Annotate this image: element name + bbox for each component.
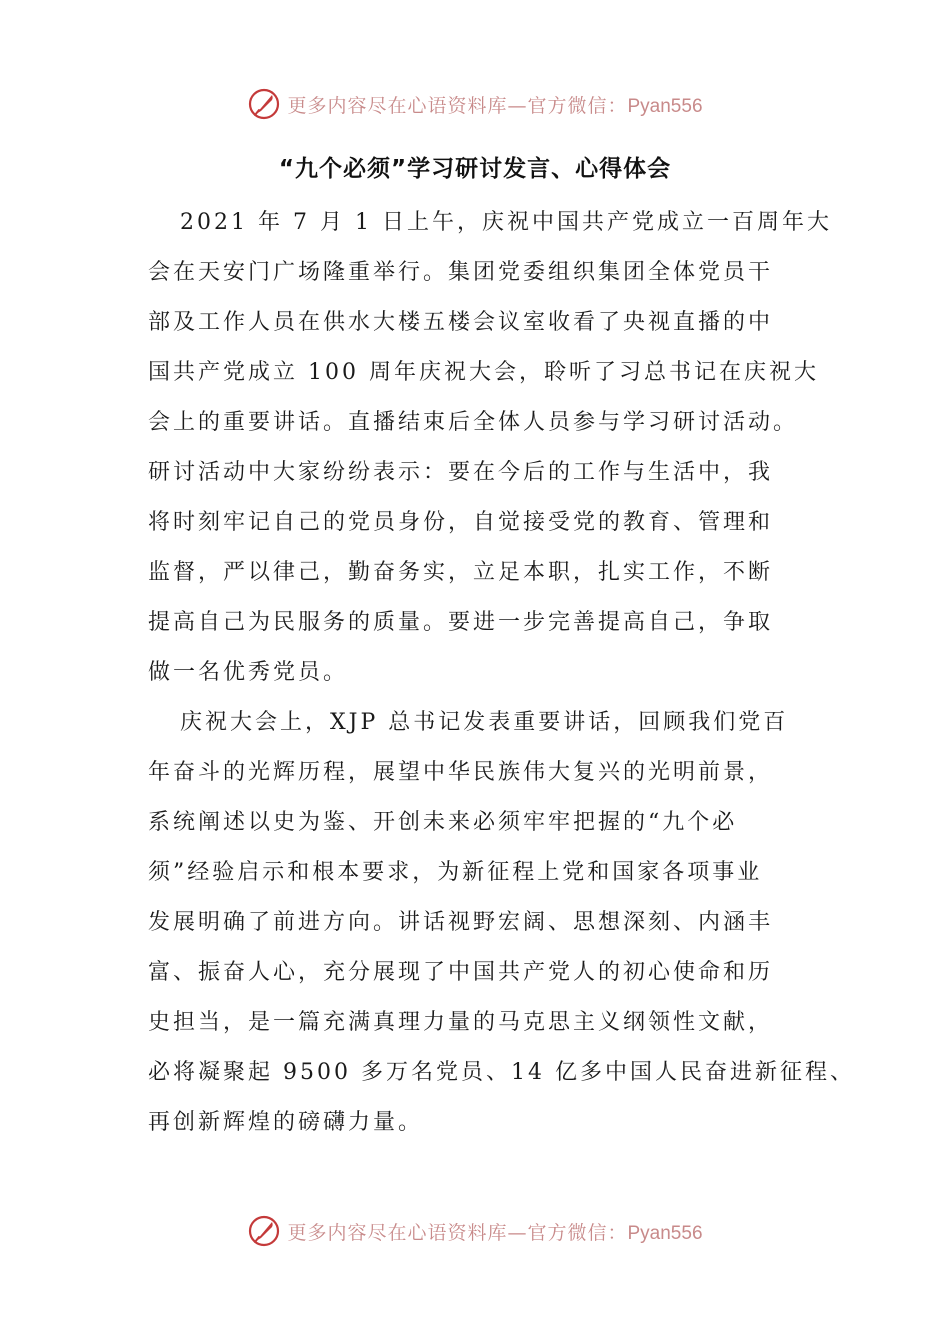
- paragraph-2-line: 庆祝大会上，XJP 总书记发表重要讲话，回顾我们党百: [180, 710, 789, 735]
- paragraph-2-line: 史担当，是一篇充满真理力量的马克思主义纲领性文献，: [148, 1010, 774, 1035]
- paragraph-2-line: 富、振奋人心，充分展现了中国共产党人的初心使命和历: [148, 960, 774, 985]
- paragraph-2-line: 年奋斗的光辉历程，展望中华民族伟大复兴的光明前景，: [148, 760, 774, 785]
- document-body: [148, 198, 855, 1148]
- watermark-text: 更多内容尽在心语资料库—官方微信：Pyan556: [287, 1221, 703, 1244]
- paragraph-1-line: 国共产党成立 100 周年庆祝大会，聆听了习总书记在庆祝大: [148, 360, 819, 385]
- footer-watermark: [0, 1211, 950, 1251]
- quill-pen-logo-icon: [247, 1214, 281, 1248]
- paragraph-2-line: 再创新辉煌的磅礴力量。: [148, 1110, 424, 1135]
- paragraph-1-line: 会上的重要讲话。直播结束后全体人员参与学习研讨活动。: [148, 410, 799, 435]
- paragraph-2-line: 系统阐述以史为鉴、开创未来必须牢牢把握的“九个必: [148, 810, 738, 835]
- watermark-text: 更多内容尽在心语资料库—官方微信：Pyan556: [287, 94, 703, 117]
- paragraph-1-line: 监督，严以律己，勤奋务实，立足本职，扎实工作，不断: [148, 560, 774, 585]
- paragraph-1-line: 研讨活动中大家纷纷表示：要在今后的工作与生活中，我: [148, 460, 774, 485]
- watermark-wechat-id: Pyan556: [627, 95, 703, 117]
- paragraph-1-line: 2021 年 7 月 1 日上午，庆祝中国共产党成立一百周年大: [180, 210, 832, 235]
- paragraph-2-line: 须”经验启示和根本要求，为新征程上党和国家各项事业: [148, 860, 763, 885]
- paragraph-1-line: 提高自己为民服务的质量。要进一步完善提高自己，争取: [148, 610, 774, 635]
- watermark-wechat-id: Pyan556: [627, 1222, 703, 1244]
- paragraph-1-line: 部及工作人员在供水大楼五楼会议室收看了央视直播的中: [148, 310, 774, 335]
- paragraph-1-line: 将时刻牢记自己的党员身份，自觉接受党的教育、管理和: [148, 510, 774, 535]
- paragraph-2-line: 发展明确了前进方向。讲话视野宏阔、思想深刻、内涵丰: [148, 910, 774, 935]
- paragraph-1-line: 会在天安门广场隆重举行。集团党委组织集团全体党员干: [148, 260, 774, 285]
- header-watermark: [0, 84, 950, 124]
- document-title: “九个必须”学习研讨发言、心得体会: [278, 156, 672, 182]
- quill-pen-logo-icon: [247, 87, 281, 121]
- paragraph-1-line: 做一名优秀党员。: [148, 660, 349, 685]
- paragraph-2-line: 必将凝聚起 9500 多万名党员、14 亿多中国人民奋进新征程、: [148, 1060, 855, 1085]
